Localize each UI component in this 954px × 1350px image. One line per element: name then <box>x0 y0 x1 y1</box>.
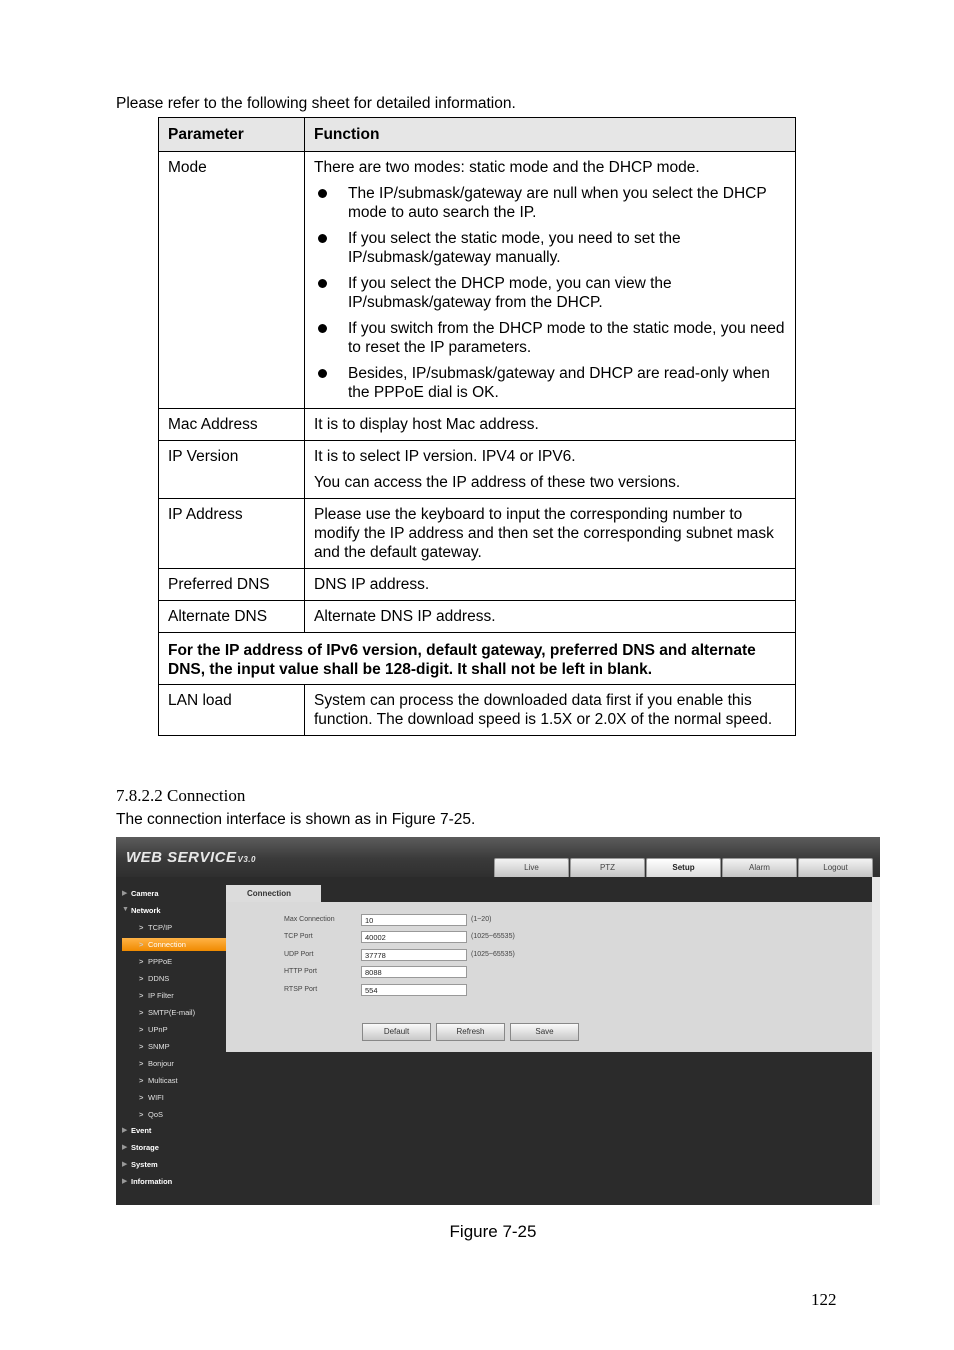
bullet-text: If you select the static mode, you need to set the IP/submask/gateway manually. <box>348 230 681 266</box>
bullet-item <box>314 229 786 267</box>
parameter-table <box>158 117 796 736</box>
table-row <box>159 601 796 633</box>
triangle-right-icon: ▶ <box>122 1127 128 1134</box>
rtsp-port-label: RTSP Port <box>284 986 318 993</box>
setup-sidebar <box>116 881 226 1205</box>
rtsp-port-input[interactable]: 554 <box>361 984 467 996</box>
max-connection-range: (1~20) <box>471 916 492 923</box>
tcp-port-label: TCP Port <box>284 933 313 940</box>
sidebar-item-connection[interactable] <box>122 938 226 951</box>
sidebar-item-storage[interactable]: Storage <box>131 1143 159 1152</box>
sidebar-item-wifi[interactable] <box>139 1093 164 1102</box>
section-heading: 7.8.2.2 Connection <box>116 786 246 805</box>
chevron-right-icon: > <box>139 1093 144 1102</box>
sidebar-item-label: WIFI <box>148 1093 164 1102</box>
sidebar-item-bonjour[interactable] <box>139 1059 174 1068</box>
sidebar-item-label: SMTP(E-mail) <box>148 1008 196 1017</box>
http-port-label: HTTP Port <box>284 968 317 975</box>
figure-caption: Figure 7-25 <box>449 1222 537 1241</box>
sidebar-item-multicast[interactable] <box>139 1076 178 1085</box>
table-row <box>159 152 796 409</box>
default-button[interactable]: Default <box>362 1023 431 1041</box>
row-parameter: IP Version <box>159 441 305 499</box>
tcp-port-input[interactable]: 40002 <box>361 931 467 943</box>
chevron-right-icon: > <box>139 1110 144 1119</box>
sidebar-item-label: PPPoE <box>148 957 173 966</box>
row-parameter: Preferred DNS <box>159 569 305 601</box>
tab-live[interactable]: Live <box>494 858 569 877</box>
bullet-text: Besides, IP/submask/gateway and DHCP are read-only when the PPPoE dial is OK. <box>348 365 770 401</box>
tab-ptz[interactable]: PTZ <box>570 858 645 877</box>
row-function <box>305 441 796 499</box>
chevron-right-icon: > <box>139 1042 144 1051</box>
sidebar-item-label: SNMP <box>148 1042 170 1051</box>
sidebar-item-label: Bonjour <box>148 1059 174 1068</box>
row-parameter: Mode <box>159 152 305 409</box>
http-port-input[interactable]: 8088 <box>361 966 467 978</box>
row-function: It is to display host Mac address. <box>305 409 796 441</box>
sidebar-item-label: Multicast <box>148 1076 178 1085</box>
table-row <box>159 569 796 601</box>
sidebar-item-label: DDNS <box>148 974 170 983</box>
connection-panel <box>226 902 872 1052</box>
bullet-dot-icon <box>318 234 327 243</box>
tab-alarm[interactable]: Alarm <box>722 858 797 877</box>
page-number: 122 <box>811 1290 837 1309</box>
chevron-right-icon: > <box>139 923 144 932</box>
refresh-button[interactable]: Refresh <box>436 1023 505 1041</box>
bullet-text: If you select the DHCP mode, you can view the IP/submask/gateway from the DHCP. <box>348 275 672 311</box>
sidebar-item-qos[interactable] <box>139 1110 163 1119</box>
intro-text: Please refer to the following sheet for detailed information. <box>116 95 516 112</box>
sidebar-item-information[interactable]: Information <box>131 1177 173 1186</box>
tab-setup[interactable]: Setup <box>646 858 721 877</box>
max-connection-label: Max Connection <box>284 916 335 923</box>
tcp-port-range: (1025~65535) <box>471 933 515 940</box>
udp-port-label: UDP Port <box>284 951 314 958</box>
udp-port-input[interactable]: 37778 <box>361 949 467 961</box>
bullet-dot-icon <box>318 279 327 288</box>
header-parameter: Parameter <box>159 118 305 152</box>
web-service-screenshot <box>116 837 880 1205</box>
bullet-dot-icon <box>318 189 327 198</box>
bullet-item <box>314 184 786 222</box>
top-bar <box>116 837 880 877</box>
tab-logout[interactable]: Logout <box>798 858 873 877</box>
tab-connection[interactable]: Connection <box>226 885 321 902</box>
logo-version: V3.0 <box>237 855 256 864</box>
row-function: DNS IP address. <box>305 569 796 601</box>
row-function: Alternate DNS IP address. <box>305 601 796 633</box>
chevron-right-icon: > <box>139 1076 144 1085</box>
sidebar-item-label: IP Filter <box>148 991 174 1000</box>
sidebar-item-network[interactable]: Network <box>131 906 161 915</box>
table-row <box>159 685 796 736</box>
triangle-right-icon: ▶ <box>122 1178 128 1185</box>
row-parameter: Alternate DNS <box>159 601 305 633</box>
row-function: System can process the downloaded data first if you enable this function. The download speed is 1.5X or 2.0X of the normal speed. <box>305 685 796 736</box>
sidebar-item-label: Connection <box>148 940 186 949</box>
chevron-right-icon: > <box>139 940 144 949</box>
triangle-right-icon: ▶ <box>122 1144 128 1151</box>
bullet-dot-icon <box>318 324 327 333</box>
table-row <box>159 409 796 441</box>
sidebar-item-system[interactable]: System <box>131 1160 158 1169</box>
udp-port-range: (1025~65535) <box>471 951 515 958</box>
window-edge <box>872 877 880 1205</box>
bullet-dot-icon <box>318 369 327 378</box>
chevron-right-icon: > <box>139 1025 144 1034</box>
sidebar-item-event[interactable]: Event <box>131 1126 152 1135</box>
sidebar-item-label: UPnP <box>148 1025 168 1034</box>
max-connection-input[interactable]: 10 <box>361 914 467 926</box>
logo <box>126 849 256 866</box>
triangle-down-icon: ▼ <box>122 906 129 913</box>
row-function: Please use the keyboard to input the corresponding number to modify the IP address and then set the corresponding subnet mask and the default gateway. <box>305 499 796 569</box>
table-note: For the IP address of IPv6 version, default gateway, preferred DNS and alternate DNS, the input value shall be 128-digit. It shall not be left in blank. <box>159 633 796 685</box>
row-parameter: LAN load <box>159 685 305 736</box>
chevron-right-icon: > <box>139 1059 144 1068</box>
sidebar-item-tcpip[interactable] <box>139 923 172 932</box>
row-parameter: IP Address <box>159 499 305 569</box>
bullet-item <box>314 274 786 312</box>
sidebar-item-ip-filter[interactable] <box>139 991 174 1000</box>
triangle-right-icon: ▶ <box>122 1161 128 1168</box>
bullet-item <box>314 364 786 402</box>
triangle-right-icon: ▶ <box>122 890 128 897</box>
save-button[interactable]: Save <box>510 1023 579 1041</box>
table-row <box>159 499 796 569</box>
sidebar-item-camera[interactable]: Camera <box>131 889 159 898</box>
table-row <box>159 441 796 499</box>
chevron-right-icon: > <box>139 974 144 983</box>
sidebar-item-upnp[interactable] <box>139 1025 168 1034</box>
sidebar-item-ddns[interactable] <box>139 974 169 983</box>
mode-intro: There are two modes: static mode and the DHCP mode. <box>314 159 700 176</box>
chevron-right-icon: > <box>139 1008 144 1017</box>
table-header-row <box>159 118 796 152</box>
sidebar-item-pppoe[interactable] <box>139 957 172 966</box>
sidebar-item-smtp[interactable] <box>139 1008 195 1017</box>
chevron-right-icon: > <box>139 957 144 966</box>
table-note-row <box>159 633 796 685</box>
bullet-item <box>314 319 786 357</box>
row-parameter: Mac Address <box>159 409 305 441</box>
section-description: The connection interface is shown as in Figure 7-25. <box>116 811 476 828</box>
sidebar-item-label: QoS <box>148 1110 164 1119</box>
content-area <box>226 885 880 1205</box>
sidebar-item-snmp[interactable] <box>139 1042 170 1051</box>
bullet-text: If you switch from the DHCP mode to the static mode, you need to reset the IP parameters. <box>348 320 785 356</box>
sidebar-item-label: TCP/IP <box>148 923 173 932</box>
function-line: It is to select IP version. IPV4 or IPV6. <box>314 448 576 465</box>
row-function <box>305 152 796 409</box>
function-line: You can access the IP address of these two versions. <box>314 474 681 491</box>
header-function: Function <box>305 118 796 152</box>
bullet-text: The IP/submask/gateway are null when you select the DHCP mode to auto search the IP. <box>348 185 767 221</box>
logo-text: WEB SERVICE <box>126 849 237 866</box>
chevron-right-icon: > <box>139 991 144 1000</box>
